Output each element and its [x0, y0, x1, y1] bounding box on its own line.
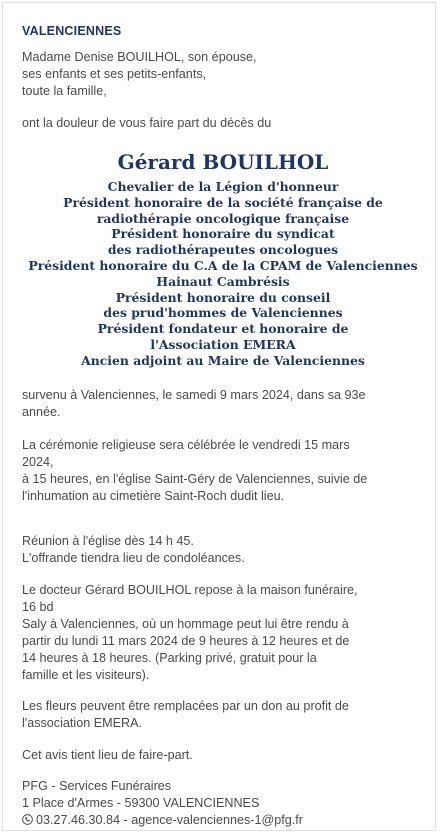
title-line: l'Association EMERA [150, 336, 296, 352]
title-line: Président honoraire du syndicat [111, 226, 335, 242]
family-intro [22, 49, 424, 100]
ceremony-line: La cérémonie religieuse sera célébrée le vendredi 15 mars [22, 438, 350, 452]
funeral-home-line: famille et les visiteurs). [22, 668, 150, 682]
ceremony-line: 2024, [22, 455, 54, 469]
company-contact [22, 812, 424, 829]
gathering-line: L'offrande tiendra lieu de condoléances. [22, 551, 245, 565]
flowers-details [22, 698, 424, 732]
funeral-home-line: partir du lundi 11 mars 2024 de 9 heures à 12 heures et de [22, 634, 350, 648]
funeral-home-details [22, 582, 424, 684]
death-line: survenu à Valenciennes, le samedi 9 mars 2024, dans sa 93e [22, 388, 366, 402]
flowers-line: Les fleurs peuvent être remplacées par un don au profit de [22, 699, 349, 713]
ceremony-line: l'inhumation au cimetière Saint-Roch dudit lieu. [22, 489, 285, 503]
title-line: Hainaut Cambrésis [156, 273, 290, 289]
intro-line: Madame Denise BOUILHOL, son épouse, [22, 50, 257, 64]
flowers-line: l'association EMERA. [22, 716, 142, 730]
contact-text: 03.27.46.30.84 - agence-valenciennes-1@pfg.fr [36, 813, 303, 827]
title-line: Président honoraire de la société française de [63, 194, 383, 210]
funeral-home-line: 16 bd [22, 600, 54, 614]
city-heading: VALENCIENNES [22, 24, 122, 38]
title-line: Président honoraire du C.A de la CPAM de Valenciennes [28, 257, 418, 273]
death-details [22, 387, 424, 421]
notice-line: Cet avis tient lieu de faire-part. [22, 748, 193, 762]
title-line: Président fondateur et honoraire de [97, 321, 349, 337]
funeral-home-line: Le docteur Gérard BOUILHOL repose à la maison funéraire, [22, 583, 358, 597]
ceremony-line: à 15 heures, en l'église Saint-Géry de Valenciennes, suivie de [22, 472, 368, 486]
gathering-line: Réunion à l'église dès 14 h 45. [22, 534, 194, 548]
funeral-service-footer [22, 778, 424, 829]
title-line: Ancien adjoint au Maire de Valenciennes [81, 352, 365, 368]
title-line: Chevalier de la Légion d'honneur [107, 179, 339, 194]
obituary-notice [2, 2, 436, 831]
title-line: radiothérapie oncologique française [96, 210, 350, 226]
intro-line: toute la famille, [22, 84, 107, 98]
deceased-name: Gérard BOUILHOL [117, 150, 329, 174]
title-line: des radiothérapeutes oncologues [107, 242, 339, 258]
title-line: Président honoraire du conseil [115, 289, 331, 305]
death-line: année. [22, 405, 61, 419]
announcement-line: ont la douleur de vous faire part du décès du [22, 116, 272, 130]
company-address: 1 Place d'Armes - 59300 VALENCIENNES [22, 796, 260, 810]
notice-statement [22, 747, 424, 764]
gathering-details [22, 533, 424, 567]
funeral-home-line: 14 heures à 18 heures. (Parking privé, gratuit pour la [22, 651, 317, 665]
ceremony-details [22, 437, 424, 505]
phone-icon [22, 814, 33, 825]
honorary-titles [3, 179, 440, 369]
intro-line: ses enfants et ses petits-enfants, [22, 67, 207, 81]
announcement [22, 115, 424, 132]
company-name: PFG - Services Funéraires [22, 779, 172, 793]
title-line: des prud'hommes de Valenciennes [103, 305, 343, 321]
funeral-home-line: Saly à Valenciennes, où un hommage peut lui être rendu à [22, 617, 349, 631]
